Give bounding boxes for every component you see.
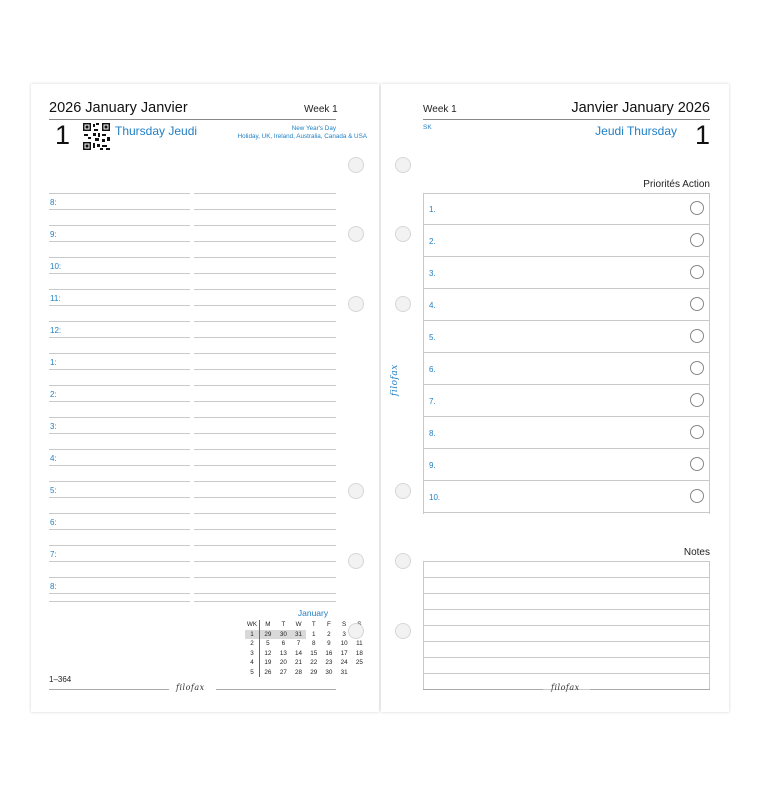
priority-number: 9. [429, 461, 436, 470]
hour-label: 11: [50, 294, 61, 303]
half-hour-rule [194, 529, 336, 530]
mini-calendar-day[interactable]: 16 [325, 649, 333, 657]
footer-rule-left [49, 689, 169, 690]
mini-calendar-day: 2 [245, 639, 260, 649]
hour-label: 8: [50, 198, 57, 207]
hour-label: 5: [50, 486, 57, 495]
priority-row[interactable] [423, 353, 710, 385]
half-hour-rule [49, 433, 190, 434]
mini-calendar-day: 1 [245, 630, 260, 640]
mini-calendar-header: S [342, 621, 347, 628]
left-diary-page [31, 84, 379, 712]
mini-calendar [245, 608, 367, 677]
hour-rule [194, 513, 336, 514]
saint-label: SK [423, 124, 432, 131]
binder-hole [395, 623, 411, 639]
priority-number: 4. [429, 301, 436, 310]
half-hour-rule [49, 497, 190, 498]
hour-rule [49, 289, 190, 290]
mini-calendar-header: T [281, 621, 286, 628]
mini-calendar-day: 3 [245, 649, 260, 659]
mini-calendar-day[interactable]: 24 [340, 659, 348, 666]
notes-rule [423, 577, 710, 578]
half-hour-rule [194, 593, 336, 594]
mini-calendar-day: 4 [245, 658, 260, 668]
priority-number: 3. [429, 269, 436, 278]
priority-row[interactable] [423, 257, 710, 289]
half-hour-rule [194, 273, 336, 274]
right-header-title: Janvier January 2026 [571, 100, 710, 116]
mini-calendar-day[interactable]: 31 [340, 668, 348, 676]
priority-row[interactable] [423, 481, 710, 513]
mini-calendar-week [245, 668, 367, 678]
left-header-title: 2026 January Janvier [49, 100, 188, 116]
right-diary-page [381, 84, 729, 712]
priorities-title: Priorités Action [643, 179, 710, 190]
notes-rule [423, 657, 710, 658]
notes-rule [423, 625, 710, 626]
filofax-logo: filofax [551, 683, 580, 692]
mini-calendar-header: F [327, 621, 331, 628]
hour-rule [194, 601, 336, 602]
half-hour-rule [49, 529, 190, 530]
hour-rule [194, 545, 336, 546]
hour-rule [194, 481, 336, 482]
hour-rule [49, 353, 190, 354]
hour-rule [194, 289, 336, 290]
half-hour-rule [49, 369, 190, 370]
hour-rule [194, 577, 336, 578]
hour-rule [49, 481, 190, 482]
mini-calendar-day[interactable]: 15 [310, 649, 318, 657]
right-day-name: Jeudi Thursday [595, 124, 677, 138]
half-hour-rule [49, 209, 190, 210]
mini-calendar-day[interactable]: 10 [340, 640, 348, 647]
hour-label: 12: [50, 326, 62, 335]
hour-label: 6: [50, 518, 57, 527]
half-hour-rule [49, 593, 190, 594]
mini-calendar-day[interactable]: 23 [325, 659, 333, 666]
priority-checkbox-icon[interactable] [690, 425, 704, 439]
priority-row[interactable] [423, 289, 710, 321]
footer-rule-right [590, 689, 710, 690]
priority-checkbox-icon[interactable] [690, 329, 704, 343]
header-rule [423, 119, 710, 120]
mini-calendar-day[interactable]: 2 [327, 630, 331, 638]
binder-hole [348, 296, 364, 312]
binder-hole [348, 483, 364, 499]
priority-checkbox-icon[interactable] [690, 265, 704, 279]
priority-checkbox-icon[interactable] [690, 297, 704, 311]
priority-row[interactable] [423, 385, 710, 417]
binder-hole [348, 226, 364, 242]
priority-number: 2. [429, 237, 436, 246]
mini-calendar-day[interactable]: 11 [356, 640, 363, 647]
mini-calendar-header: W [295, 621, 302, 628]
hour-rule [49, 225, 190, 226]
half-hour-rule [49, 401, 190, 402]
half-hour-rule [49, 561, 190, 562]
footer-rule-left [423, 689, 543, 690]
hour-rule [194, 193, 336, 194]
mini-calendar-day[interactable]: 3 [342, 630, 346, 638]
half-hour-rule [194, 241, 336, 242]
half-hour-rule [49, 241, 190, 242]
hour-rule [194, 353, 336, 354]
binder-hole [395, 553, 411, 569]
mini-calendar-day[interactable]: 1 [311, 630, 316, 638]
mini-calendar-day[interactable]: 8 [311, 640, 316, 647]
half-hour-rule [194, 369, 336, 370]
mini-calendar-day[interactable]: 18 [355, 649, 363, 657]
hour-label: 9: [50, 230, 57, 239]
day-count: 1–364 [49, 675, 72, 684]
mini-calendar-day[interactable]: 31 [291, 630, 306, 640]
half-hour-rule [194, 305, 336, 306]
half-hour-rule [194, 337, 336, 338]
notes-rule [423, 641, 710, 642]
mini-calendar-day[interactable]: 5 [266, 640, 270, 647]
priority-checkbox-icon[interactable] [690, 361, 704, 375]
header-rule [49, 119, 336, 120]
mini-calendar-day[interactable]: 14 [295, 649, 303, 657]
mini-calendar-day[interactable]: 21 [295, 659, 303, 666]
priority-number: 1. [429, 205, 436, 214]
hour-label: 1: [50, 358, 57, 367]
hour-rule [194, 225, 336, 226]
priority-checkbox-icon[interactable] [690, 489, 704, 503]
half-hour-rule [194, 497, 336, 498]
mini-calendar-week [245, 639, 367, 649]
hour-rule [194, 257, 336, 258]
hour-rule [49, 193, 190, 194]
hour-rule [49, 577, 190, 578]
priority-checkbox-icon[interactable] [690, 393, 704, 407]
right-day-number: 1 [694, 120, 710, 150]
hour-rule [49, 417, 190, 418]
hour-rule [49, 257, 190, 258]
right-week-label: Week 1 [423, 104, 457, 115]
hour-rule [49, 601, 190, 602]
qr-code-icon[interactable] [82, 122, 111, 151]
mini-calendar-day[interactable]: 29 [260, 630, 276, 640]
hour-label: 7: [50, 550, 57, 559]
binder-hole [395, 157, 411, 173]
hour-label: 3: [50, 422, 57, 431]
mini-calendar-day[interactable]: 25 [355, 659, 363, 666]
spine-logo: filofax [390, 364, 400, 396]
holiday-name: New Year's Day [291, 125, 336, 132]
hour-rule [49, 385, 190, 386]
priority-row[interactable] [423, 449, 710, 481]
binder-hole [348, 553, 364, 569]
hour-label: 8: [50, 582, 57, 591]
mini-calendar-day[interactable]: 22 [310, 659, 318, 666]
left-day-name: Thursday Jeudi [115, 124, 198, 138]
half-hour-rule [194, 401, 336, 402]
binder-hole [395, 483, 411, 499]
priority-checkbox-icon[interactable] [690, 457, 704, 471]
hour-rule [194, 417, 336, 418]
hour-rule [194, 321, 336, 322]
priority-checkbox-icon[interactable] [690, 233, 704, 247]
binder-hole [395, 296, 411, 312]
hour-label: 4: [50, 454, 57, 463]
notes-rule [423, 561, 710, 562]
binder-hole [348, 623, 364, 639]
mini-calendar-day[interactable]: 27 [279, 668, 287, 676]
hour-rule [49, 449, 190, 450]
notes-rule [423, 593, 710, 594]
mini-calendar-day[interactable]: 20 [279, 659, 287, 666]
mini-calendar-week [245, 649, 367, 659]
mini-calendar-header: M [265, 621, 271, 628]
half-hour-rule [49, 273, 190, 274]
half-hour-rule [194, 561, 336, 562]
half-hour-rule [49, 305, 190, 306]
mini-calendar-day[interactable]: 7 [296, 640, 301, 647]
mini-calendar-day[interactable]: 19 [264, 659, 272, 666]
half-hour-rule [194, 209, 336, 210]
half-hour-rule [49, 465, 190, 466]
half-hour-rule [194, 433, 336, 434]
priority-number: 6. [429, 365, 436, 374]
mini-calendar-day[interactable]: 30 [276, 630, 291, 640]
priority-row[interactable] [423, 321, 710, 353]
footer-rule-right [216, 689, 336, 690]
hour-rule [49, 321, 190, 322]
priority-row[interactable] [423, 193, 710, 225]
mini-calendar-day[interactable]: 9 [327, 640, 331, 647]
hour-rule [194, 449, 336, 450]
half-hour-rule [194, 465, 336, 466]
hour-rule [194, 385, 336, 386]
priority-row[interactable] [423, 225, 710, 257]
mini-calendar-day[interactable]: 13 [279, 649, 287, 657]
mini-calendar-day[interactable]: 28 [295, 668, 303, 676]
mini-calendar-day[interactable]: 26 [264, 668, 272, 676]
mini-calendar-header: T [311, 621, 316, 628]
notes-title: Notes [683, 547, 710, 558]
priority-row[interactable] [423, 417, 710, 449]
holiday-countries: Holiday, UK, Ireland, Australia, Canada & USA [237, 133, 367, 140]
mini-calendar-title: January [297, 608, 329, 618]
priority-checkbox-icon[interactable] [690, 201, 704, 215]
hour-rule [49, 545, 190, 546]
mini-calendar-week [245, 658, 367, 668]
mini-calendar-day: 5 [245, 668, 260, 678]
left-day-number: 1 [55, 120, 71, 150]
left-week-label: Week 1 [304, 104, 338, 115]
mini-calendar-day[interactable] [352, 668, 367, 678]
mini-calendar-day[interactable]: 12 [264, 649, 272, 657]
mini-calendar-day[interactable]: 29 [310, 668, 318, 676]
hour-rule [49, 513, 190, 514]
priority-number: 7. [429, 397, 436, 406]
mini-calendar-day[interactable]: 17 [340, 649, 348, 657]
priority-number: 5. [429, 333, 436, 342]
priority-number: 10. [429, 493, 441, 502]
binder-hole [395, 226, 411, 242]
filofax-logo: filofax [176, 683, 205, 692]
mini-calendar-day[interactable]: 30 [325, 668, 333, 676]
mini-calendar-header: WK [245, 620, 260, 630]
half-hour-rule [49, 337, 190, 338]
notes-rule [423, 609, 710, 610]
mini-calendar-day[interactable]: 6 [281, 640, 286, 647]
binder-hole [348, 157, 364, 173]
notes-rule [423, 673, 710, 674]
hour-label: 2: [50, 390, 57, 399]
hour-label: 10: [50, 262, 62, 271]
priority-number: 8. [429, 429, 436, 438]
